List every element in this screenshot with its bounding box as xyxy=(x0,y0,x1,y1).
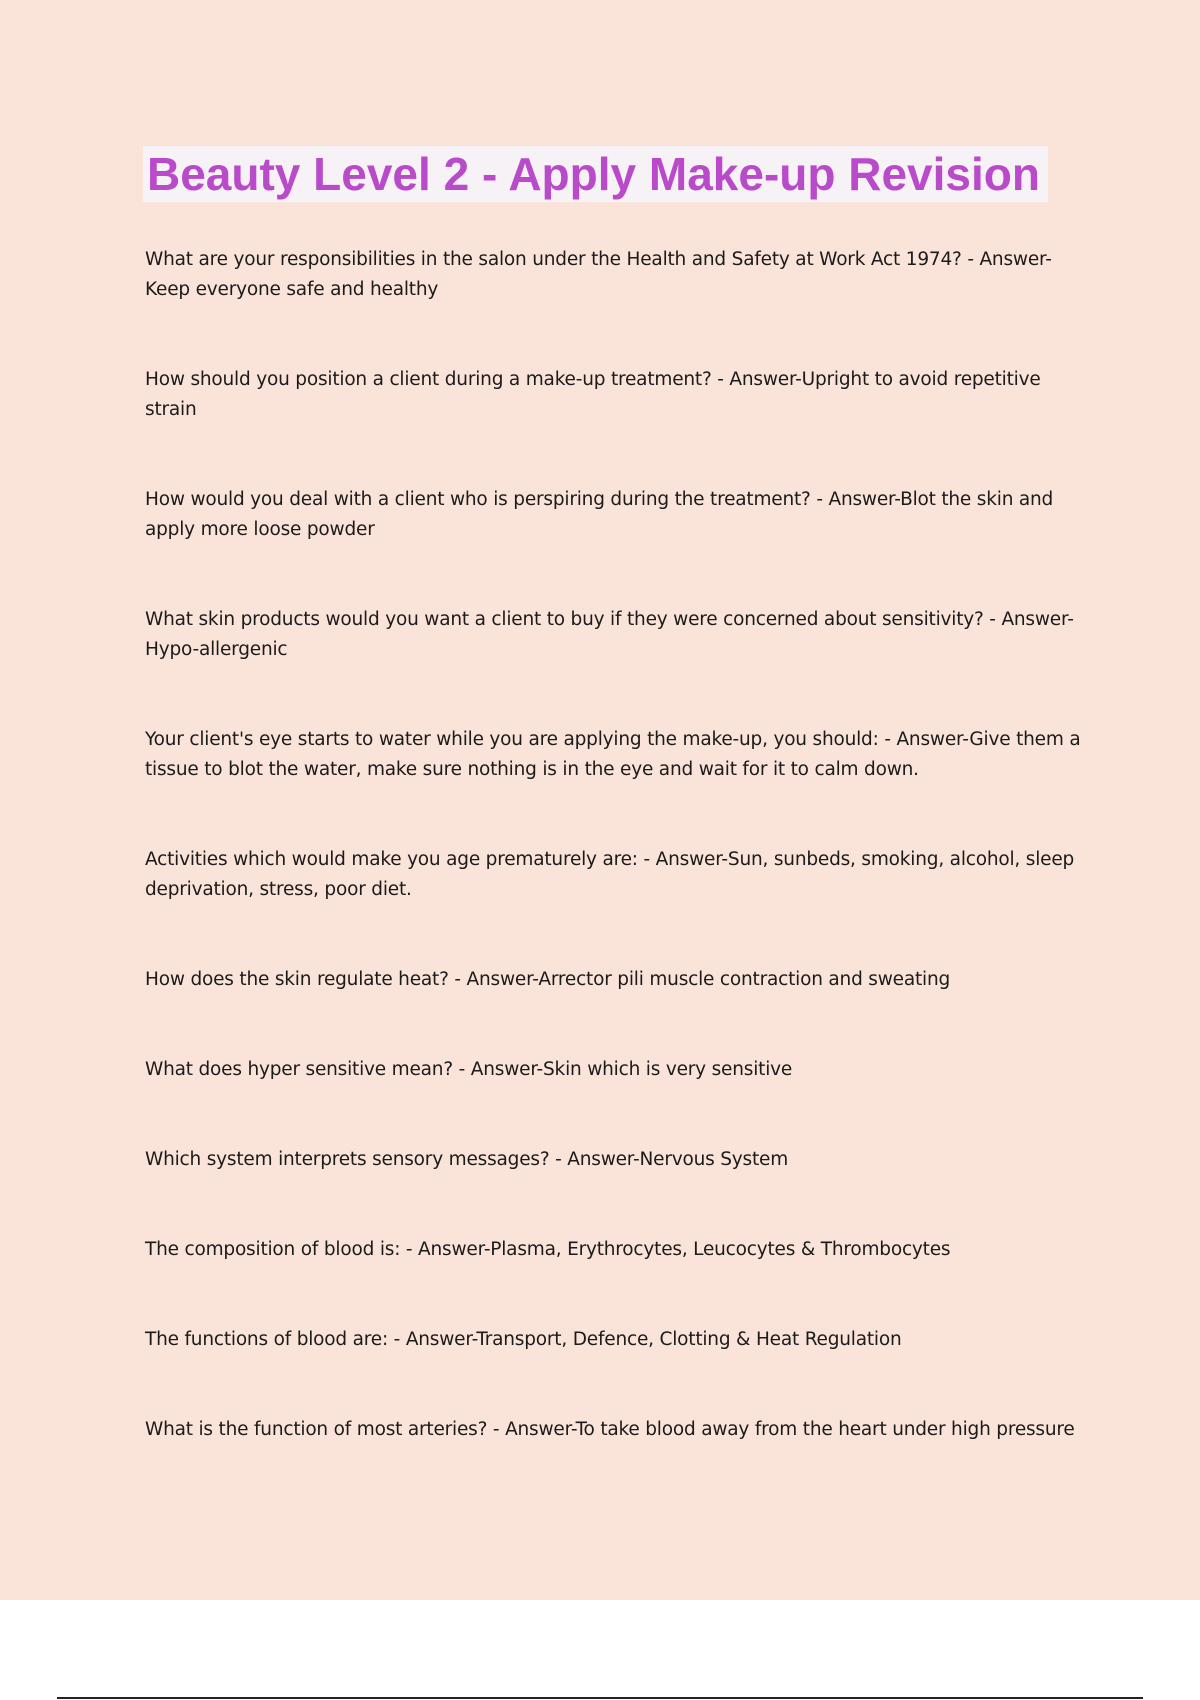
page-title: Beauty Level 2 - Apply Make-up Revision xyxy=(147,148,1040,200)
qa-item: What are your responsibilities in the salon under the Health and Safety at Work Act 1974? - Answer-Keep everyone safe and healthy xyxy=(145,249,1052,300)
qa-item: What is the function of most arteries? - Answer-To take blood away from the heart under high pressure xyxy=(145,1419,1075,1440)
footer-divider xyxy=(57,1697,1143,1699)
title-highlight xyxy=(143,146,1048,202)
qa-list xyxy=(145,245,1095,1505)
qa-item: The functions of blood are: - Answer-Transport, Defence, Clotting & Heat Regulation xyxy=(145,1329,902,1350)
qa-item: How should you position a client during a make-up treatment? - Answer-Upright to avoid repetitive strain xyxy=(145,369,1041,420)
qa-item: How does the skin regulate heat? - Answer-Arrector pili muscle contraction and sweating xyxy=(145,969,951,990)
qa-item: How would you deal with a client who is perspiring during the treatment? - Answer-Blot the skin and apply more loose powder xyxy=(145,489,1054,540)
qa-item: Activities which would make you age prematurely are: - Answer-Sun, sunbeds, smoking, alcohol, sleep deprivation, stress, poor diet. xyxy=(145,849,1075,900)
qa-item: The composition of blood is: - Answer-Plasma, Erythrocytes, Leucocytes & Thrombocytes xyxy=(145,1239,951,1260)
qa-item: What skin products would you want a client to buy if they were concerned about sensitivity? - Answer-Hypo-allergenic xyxy=(145,609,1074,660)
qa-item: Which system interprets sensory messages? - Answer-Nervous System xyxy=(145,1149,789,1170)
qa-item: Your client's eye starts to water while you are applying the make-up, you should: - Answer-Give them a tissue to blot the water, make sure nothing is in the eye and wait for it to calm down. xyxy=(145,729,1081,780)
qa-item: What does hyper sensitive mean? - Answer-Skin which is very sensitive xyxy=(145,1059,793,1080)
